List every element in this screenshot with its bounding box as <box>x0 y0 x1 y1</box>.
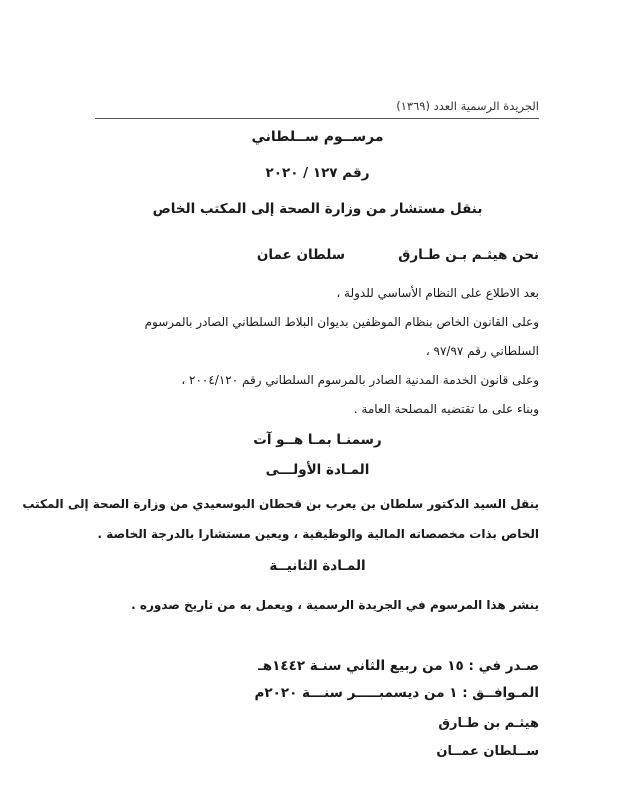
article-1-line-2: الخاص بذات مخصصاته المالية والوظيفية ، ويعين مستشارا بالدرجة الخاصة . <box>97 527 539 541</box>
preamble-line-1: بعد الاطلاع على النظام الأساسي للدولة ، <box>336 286 539 300</box>
gazette-header: الجريدة الرسمية العدد (١٣٦٩) <box>396 99 539 113</box>
article-1-heading: المـادة الأولـــى <box>265 462 370 478</box>
decreed-heading: رسمنـا بمـا هــو آت <box>253 432 382 448</box>
issued-date: صـدر في : ١٥ من ربيع الثاني سنـة ١٤٤٢هـ <box>258 658 539 674</box>
decree-title: مرســوم ســلطاني <box>251 129 384 145</box>
signature-name: هيثـم بن طـارق <box>438 716 539 731</box>
article-2-text: ينشر هذا المرسوم في الجريدة الرسمية ، ويعمل به من تاريخ صدوره . <box>131 598 539 612</box>
preamble-line-4: وعلى قانون الخدمة المدنية الصادر بالمرسوم السلطاني رقم ٢٠٠٤/١٢٠ ، <box>181 373 539 387</box>
header-divider <box>95 118 539 119</box>
article-2-heading: المـادة الثانيــة <box>269 558 366 574</box>
sovereign-title: سلطان عمان <box>256 247 345 263</box>
sovereign-name: نحن هيثـم بـن طـارق <box>398 247 539 263</box>
article-1-line-1: ينقل السيد الدكتور سلطان بن يعرب بن قحطان البوسعيدي من وزارة الصحة إلى المكتب <box>22 497 539 511</box>
preamble-line-3: السلطاني رقم ٩٧/٩٧ ، <box>425 344 539 358</box>
signature-title: ســلطان عمــان <box>436 744 539 759</box>
decree-subject: بنقل مستشار من وزارة الصحة إلى المكتب الخاص <box>152 201 483 217</box>
decree-number: رقم ١٢٧ / ٢٠٢٠ <box>265 165 370 181</box>
corresponding-date: المـوافــق : ١ من ديسمبـــــر سنـــة ٢٠٢٠م <box>254 685 539 701</box>
preamble-line-2: وعلى القانون الخاص بنظام الموظفين بديوان البلاط السلطاني الصادر بالمرسوم <box>144 315 539 329</box>
preamble-line-5: وبناء على ما تقتضيه المصلحة العامة . <box>353 402 539 416</box>
